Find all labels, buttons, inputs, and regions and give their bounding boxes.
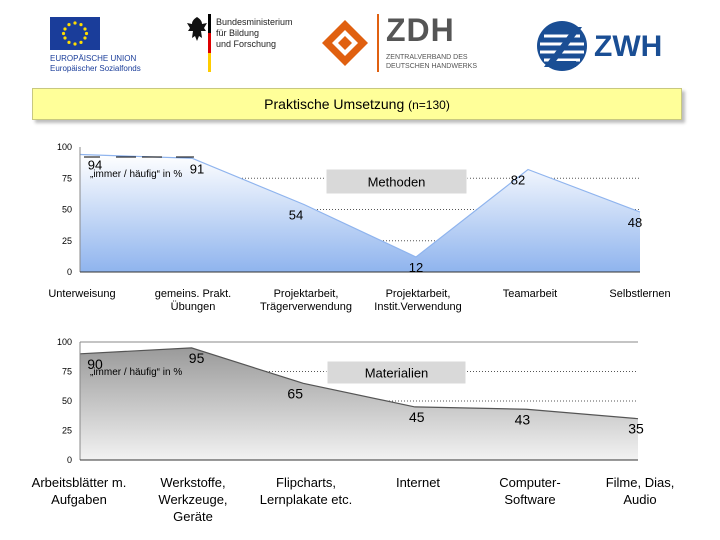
chart2-category-label: Software (504, 492, 556, 507)
bmbf-line-1: Bundesministerium (216, 17, 293, 27)
chart1-data-label: 82 (510, 172, 526, 188)
chart2-category-label: Werkzeuge, (158, 492, 228, 507)
chart1-data-label: 91 (189, 161, 205, 177)
chart1-category-label: Projektarbeit, (385, 288, 451, 300)
chart2-data-label: 95 (188, 349, 205, 366)
chart1-category-label: Übungen (170, 301, 216, 313)
chart2-ytick-label: 0 (66, 455, 72, 465)
chart2-subtitle: „immer / häufig“ in % (90, 367, 183, 378)
chart2-data-label: 43 (514, 411, 531, 428)
chart2-category-label: Audio (623, 492, 657, 507)
chart2-category-label: Internet (395, 475, 441, 490)
chart1-data-label: 12 (408, 260, 424, 275)
chart1-subtitle: „immer / häufig“ in % (90, 169, 183, 180)
zdh-sub-2: DEUTSCHEN HANDWERKS (386, 63, 478, 70)
chart1-category-label: gemeins. Prakt. (154, 288, 232, 300)
chart2-category-label: Flipcharts, (276, 475, 336, 490)
chart2-category-label: Lernplakate etc. (259, 492, 353, 507)
chart2-data-label: 35 (628, 420, 644, 437)
zdh-sub-1: ZENTRALVERBAND DES (386, 54, 468, 61)
zdh-name: ZDH (386, 12, 455, 48)
chart1-category-label: Teamarbeit (502, 288, 558, 300)
eu-label-primary: EUROPÄISCHE UNION (50, 54, 137, 63)
bmbf-line-2: für Bildung (216, 28, 260, 38)
chart1-label-box-text: Methoden (367, 174, 426, 190)
chart2-ytick-label: 50 (61, 396, 72, 406)
chart2-category-label: Geräte (173, 509, 213, 524)
title-main: Praktische Umsetzung (264, 96, 405, 112)
chart2-data-label: 45 (409, 408, 425, 425)
chart1-category-label: Selbstlernen (609, 288, 671, 300)
chart1-category-label: Instit.Verwendung (374, 301, 462, 313)
chart2-ytick-label: 25 (61, 425, 72, 436)
chart1-data-label: 48 (627, 215, 643, 230)
chart1-category-label: Projektarbeit, (273, 288, 339, 300)
chart2-ytick-label: 75 (61, 366, 72, 377)
chart1-ytick-label: 0 (66, 267, 72, 277)
chart2-data-label: 65 (287, 385, 303, 402)
zwh-name: ZWH (594, 30, 663, 63)
chart1-data-label: 94 (87, 157, 103, 173)
chart2-ytick-label: 100 (56, 337, 72, 347)
chart1-category-label: Trägerverwendung (260, 301, 352, 313)
chart2-category-label: Werkstoffe, (160, 475, 226, 490)
chart2-data-label: 90 (87, 355, 103, 372)
chart1-data-label: 54 (288, 207, 304, 223)
chart2-category-label: Filme, Dias, (605, 475, 675, 490)
chart2-category-label: Computer- (499, 475, 561, 490)
chart1-category-label: Unterweisung (48, 288, 116, 300)
chart2-category-label: Aufgaben (51, 492, 107, 507)
chart1-ytick-label: 25 (61, 235, 72, 246)
chart2-label-box-text: Materialien (364, 365, 429, 381)
chart2-category-label: Arbeitsblätter m. (31, 475, 127, 490)
eu-label-secondary: Europäischer Sozialfonds (50, 64, 141, 73)
bmbf-line-3: und Forschung (216, 39, 277, 49)
chart1-ytick-label: 50 (61, 204, 72, 215)
chart1-ytick-label: 100 (56, 142, 72, 152)
title-sample-size: (n=130) (408, 98, 450, 112)
chart1-ytick-label: 75 (61, 173, 72, 184)
